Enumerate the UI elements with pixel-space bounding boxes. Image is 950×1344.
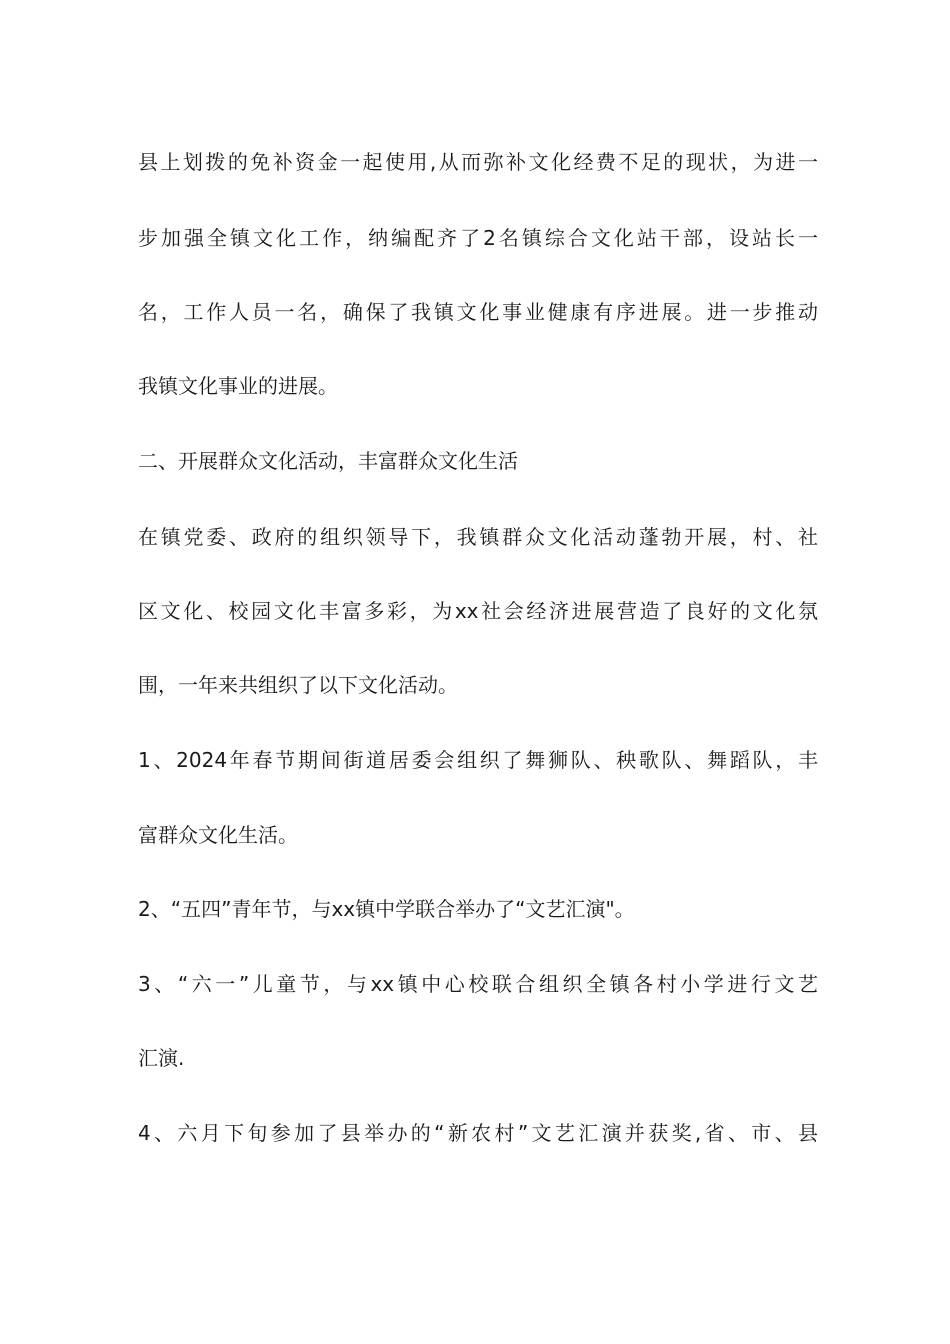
list-item-line: 1、2024年春节期间街道居委会组织了舞狮队、秧歌队、舞蹈队，丰 [138, 748, 818, 772]
list-item-line: 汇演. [138, 1046, 185, 1070]
body-text-line: 步加强全镇文化工作，纳编配齐了2名镇综合文化站干部，设站长一 [138, 226, 818, 250]
list-item-line: 3、“六一”儿童节，与xx镇中心校联合组织全镇各村小学进行文艺 [138, 972, 818, 996]
body-text-line: 名，工作人员一名，确保了我镇文化事业健康有序进展。进一步推动 [138, 300, 818, 324]
list-item-line: 4、六月下旬参加了县举办的“新农村”文艺汇演并获奖,省、市、县 [138, 1121, 818, 1145]
body-text-line: 区文化、校园文化丰富多彩，为xx社会经济进展营造了良好的文化氛 [138, 599, 818, 623]
body-text-line: 县上划拨的免补资金一起使用,从而弥补文化经费不足的现状，为进一 [138, 150, 818, 174]
body-text-line: 在镇党委、政府的组织领导下，我镇群众文化活动蓬勃开展，村、社 [138, 525, 818, 549]
section-heading: 二、开展群众文化活动，丰富群众文化生活 [138, 449, 518, 473]
list-item-line: 富群众文化生活。 [138, 823, 298, 847]
list-item-line: 2、“五四”青年节，与xx镇中学联合举办了“文艺汇演"。 [138, 897, 635, 921]
body-text-line: 围，一年来共组织了以下文化活动。 [138, 673, 458, 697]
body-text-line: 我镇文化事业的进展。 [138, 374, 338, 398]
